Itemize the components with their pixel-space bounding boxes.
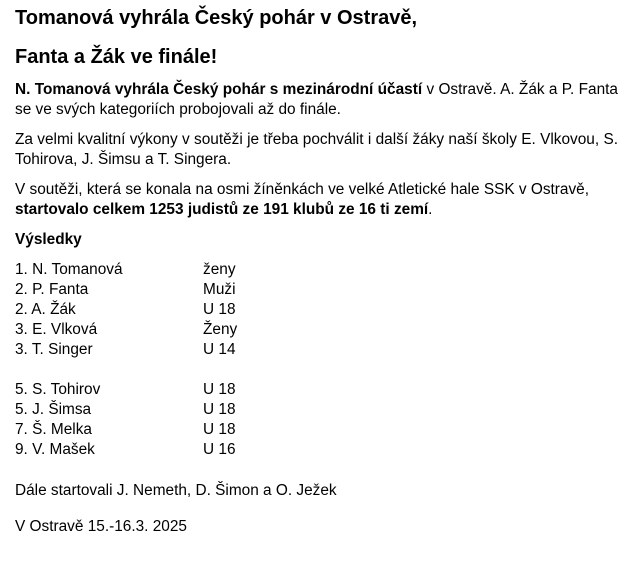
paragraph-event-bold: startovalo celkem 1253 judistů ze 191 klubů ze 16 ti zemí: [15, 201, 429, 218]
result-row: [15, 420, 236, 440]
place-date-text: V Ostravě 15.-16.3. 2025: [15, 518, 187, 535]
result-category: U 18: [203, 401, 236, 418]
result-row: [15, 260, 237, 280]
result-name: 3. E. Vlková: [15, 321, 98, 338]
paragraph-event-end: .: [428, 201, 433, 218]
result-category: Muži: [203, 281, 236, 298]
paragraph-intro: [15, 80, 618, 120]
result-category: ženy: [203, 261, 236, 278]
paragraph-event: [15, 180, 618, 220]
result-name: 5. S. Tohirov: [15, 381, 101, 398]
results-group-2: [15, 380, 236, 460]
paragraph-intro-rest: v Ostravě. A. Žák a P. Fanta se ve svých kategoriích probojovali až do finále.: [15, 81, 618, 118]
result-row: [15, 440, 236, 460]
result-name: 9. V. Mašek: [15, 441, 95, 458]
paragraph-intro-bold: N. Tomanová vyhrála Český pohár s mezinárodní účastí: [15, 81, 423, 98]
result-row: [15, 280, 237, 300]
result-name: 5. J. Šimsa: [15, 401, 92, 418]
result-name: 2. A. Žák: [15, 301, 76, 318]
result-category: U 18: [203, 421, 236, 438]
result-row: [15, 300, 237, 320]
result-row: [15, 320, 237, 340]
results-group-1: [15, 260, 237, 360]
paragraph-event-line1: V soutěži, která se konala na osmi žíněnkách ve velké Atletické hale SSK v Ostravě,: [15, 181, 590, 198]
result-name: 7. Š. Melka: [15, 421, 92, 438]
result-name: 3. T. Singer: [15, 341, 93, 358]
result-row: [15, 400, 236, 420]
result-category: U 18: [203, 301, 236, 318]
article-title-line1: Tomanová vyhrála Český pohár v Ostravě,: [15, 7, 418, 29]
article-title-line2: Fanta a Žák ve finále!: [15, 46, 218, 68]
result-category: U 18: [203, 381, 236, 398]
result-category: Ženy: [203, 321, 238, 338]
result-category: U 14: [203, 341, 236, 358]
also-started-text: Dále startovali J. Nemeth, D. Šimon a O. Ježek: [15, 482, 337, 499]
paragraph-praise: Za velmi kvalitní výkony v soutěži je třeba pochválit i další žáky naší školy E. Vlkovou, S. Tohirova, J. Šimsu a T. Singera.: [15, 131, 618, 168]
result-category: U 16: [203, 441, 236, 458]
result-row: [15, 380, 236, 400]
result-row: [15, 340, 237, 360]
result-name: 2. P. Fanta: [15, 281, 89, 298]
results-heading: Výsledky: [15, 231, 82, 248]
result-name: 1. N. Tomanová: [15, 261, 123, 278]
